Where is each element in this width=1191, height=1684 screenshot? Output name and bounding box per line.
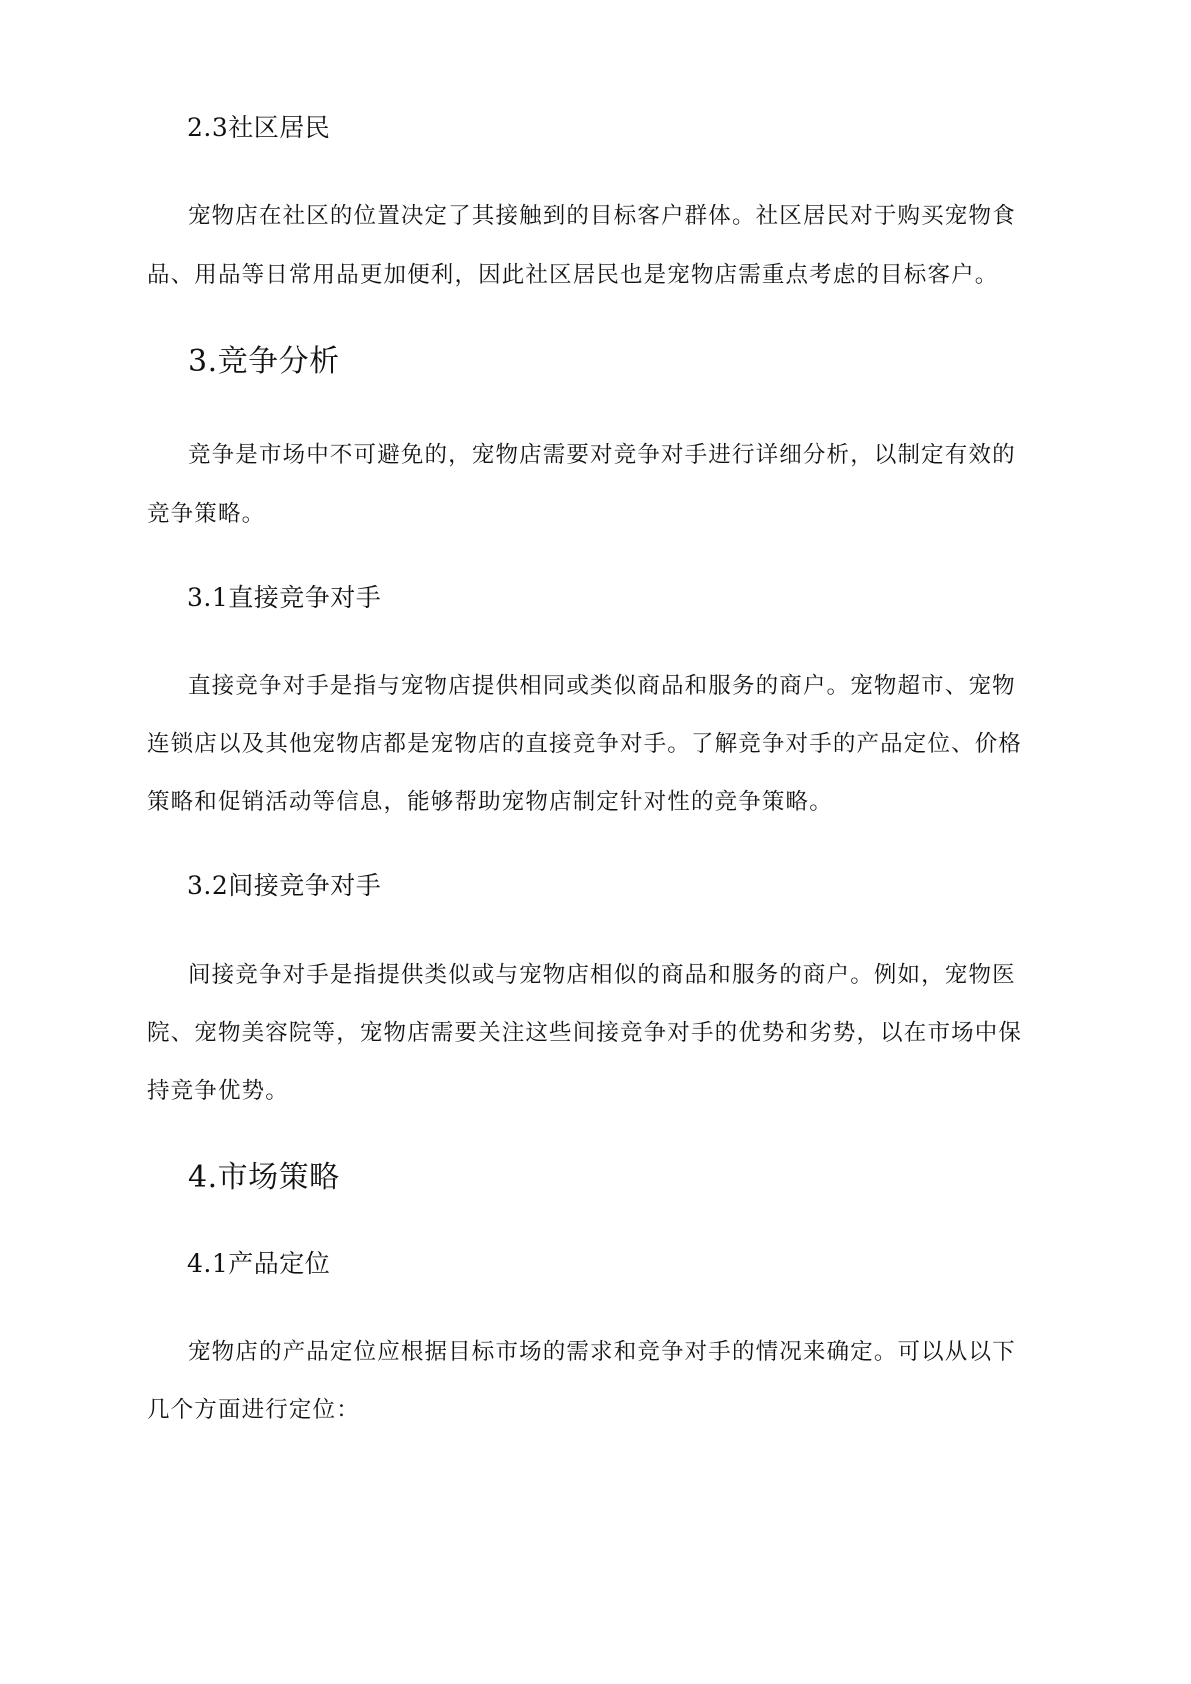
section-heading-2-3: 2.3社区居民: [187, 113, 331, 142]
section-heading-3: 3.竞争分析: [188, 344, 340, 379]
section-heading-4: 4.市场策略: [188, 1160, 340, 1195]
section-heading-3-1: 3.1直接竞争对手: [187, 583, 382, 612]
paragraph-line: 直接竞争对手是指与宠物店提供相同或类似商品和服务的商户。宠物超市、宠物: [188, 673, 1016, 699]
paragraph-line: 宠物店在社区的位置决定了其接触到的目标客户群体。社区居民对于购买宠物食: [188, 203, 1016, 229]
section-heading-3-2: 3.2间接竞争对手: [187, 871, 382, 900]
paragraph-line: 连锁店以及其他宠物店都是宠物店的直接竞争对手。了解竞争对手的产品定位、价格: [147, 731, 1023, 757]
paragraph-line: 策略和促销活动等信息，能够帮助宠物店制定针对性的竞争策略。: [147, 789, 833, 815]
paragraph-line: 院、宠物美容院等，宠物店需要关注这些间接竞争对手的优势和劣势，以在市场中保: [147, 1020, 1023, 1046]
paragraph-line: 间接竞争对手是指提供类似或与宠物店相似的商品和服务的商户。例如，宠物医: [188, 962, 1016, 988]
section-heading-4-1: 4.1产品定位: [187, 1249, 331, 1278]
paragraph-line: 品、用品等日常用品更加便利，因此社区居民也是宠物店需重点考虑的目标客户。: [147, 262, 999, 288]
paragraph-line: 竞争是市场中不可避免的，宠物店需要对竞争对手进行详细分析，以制定有效的: [188, 442, 1016, 468]
paragraph-line: 宠物店的产品定位应根据目标市场的需求和竞争对手的情况来确定。可以从以下: [188, 1339, 1016, 1365]
paragraph-line: 几个方面进行定位：: [147, 1397, 360, 1423]
paragraph-line: 持竞争优势。: [147, 1078, 289, 1104]
paragraph-line: 竞争策略。: [147, 501, 266, 527]
